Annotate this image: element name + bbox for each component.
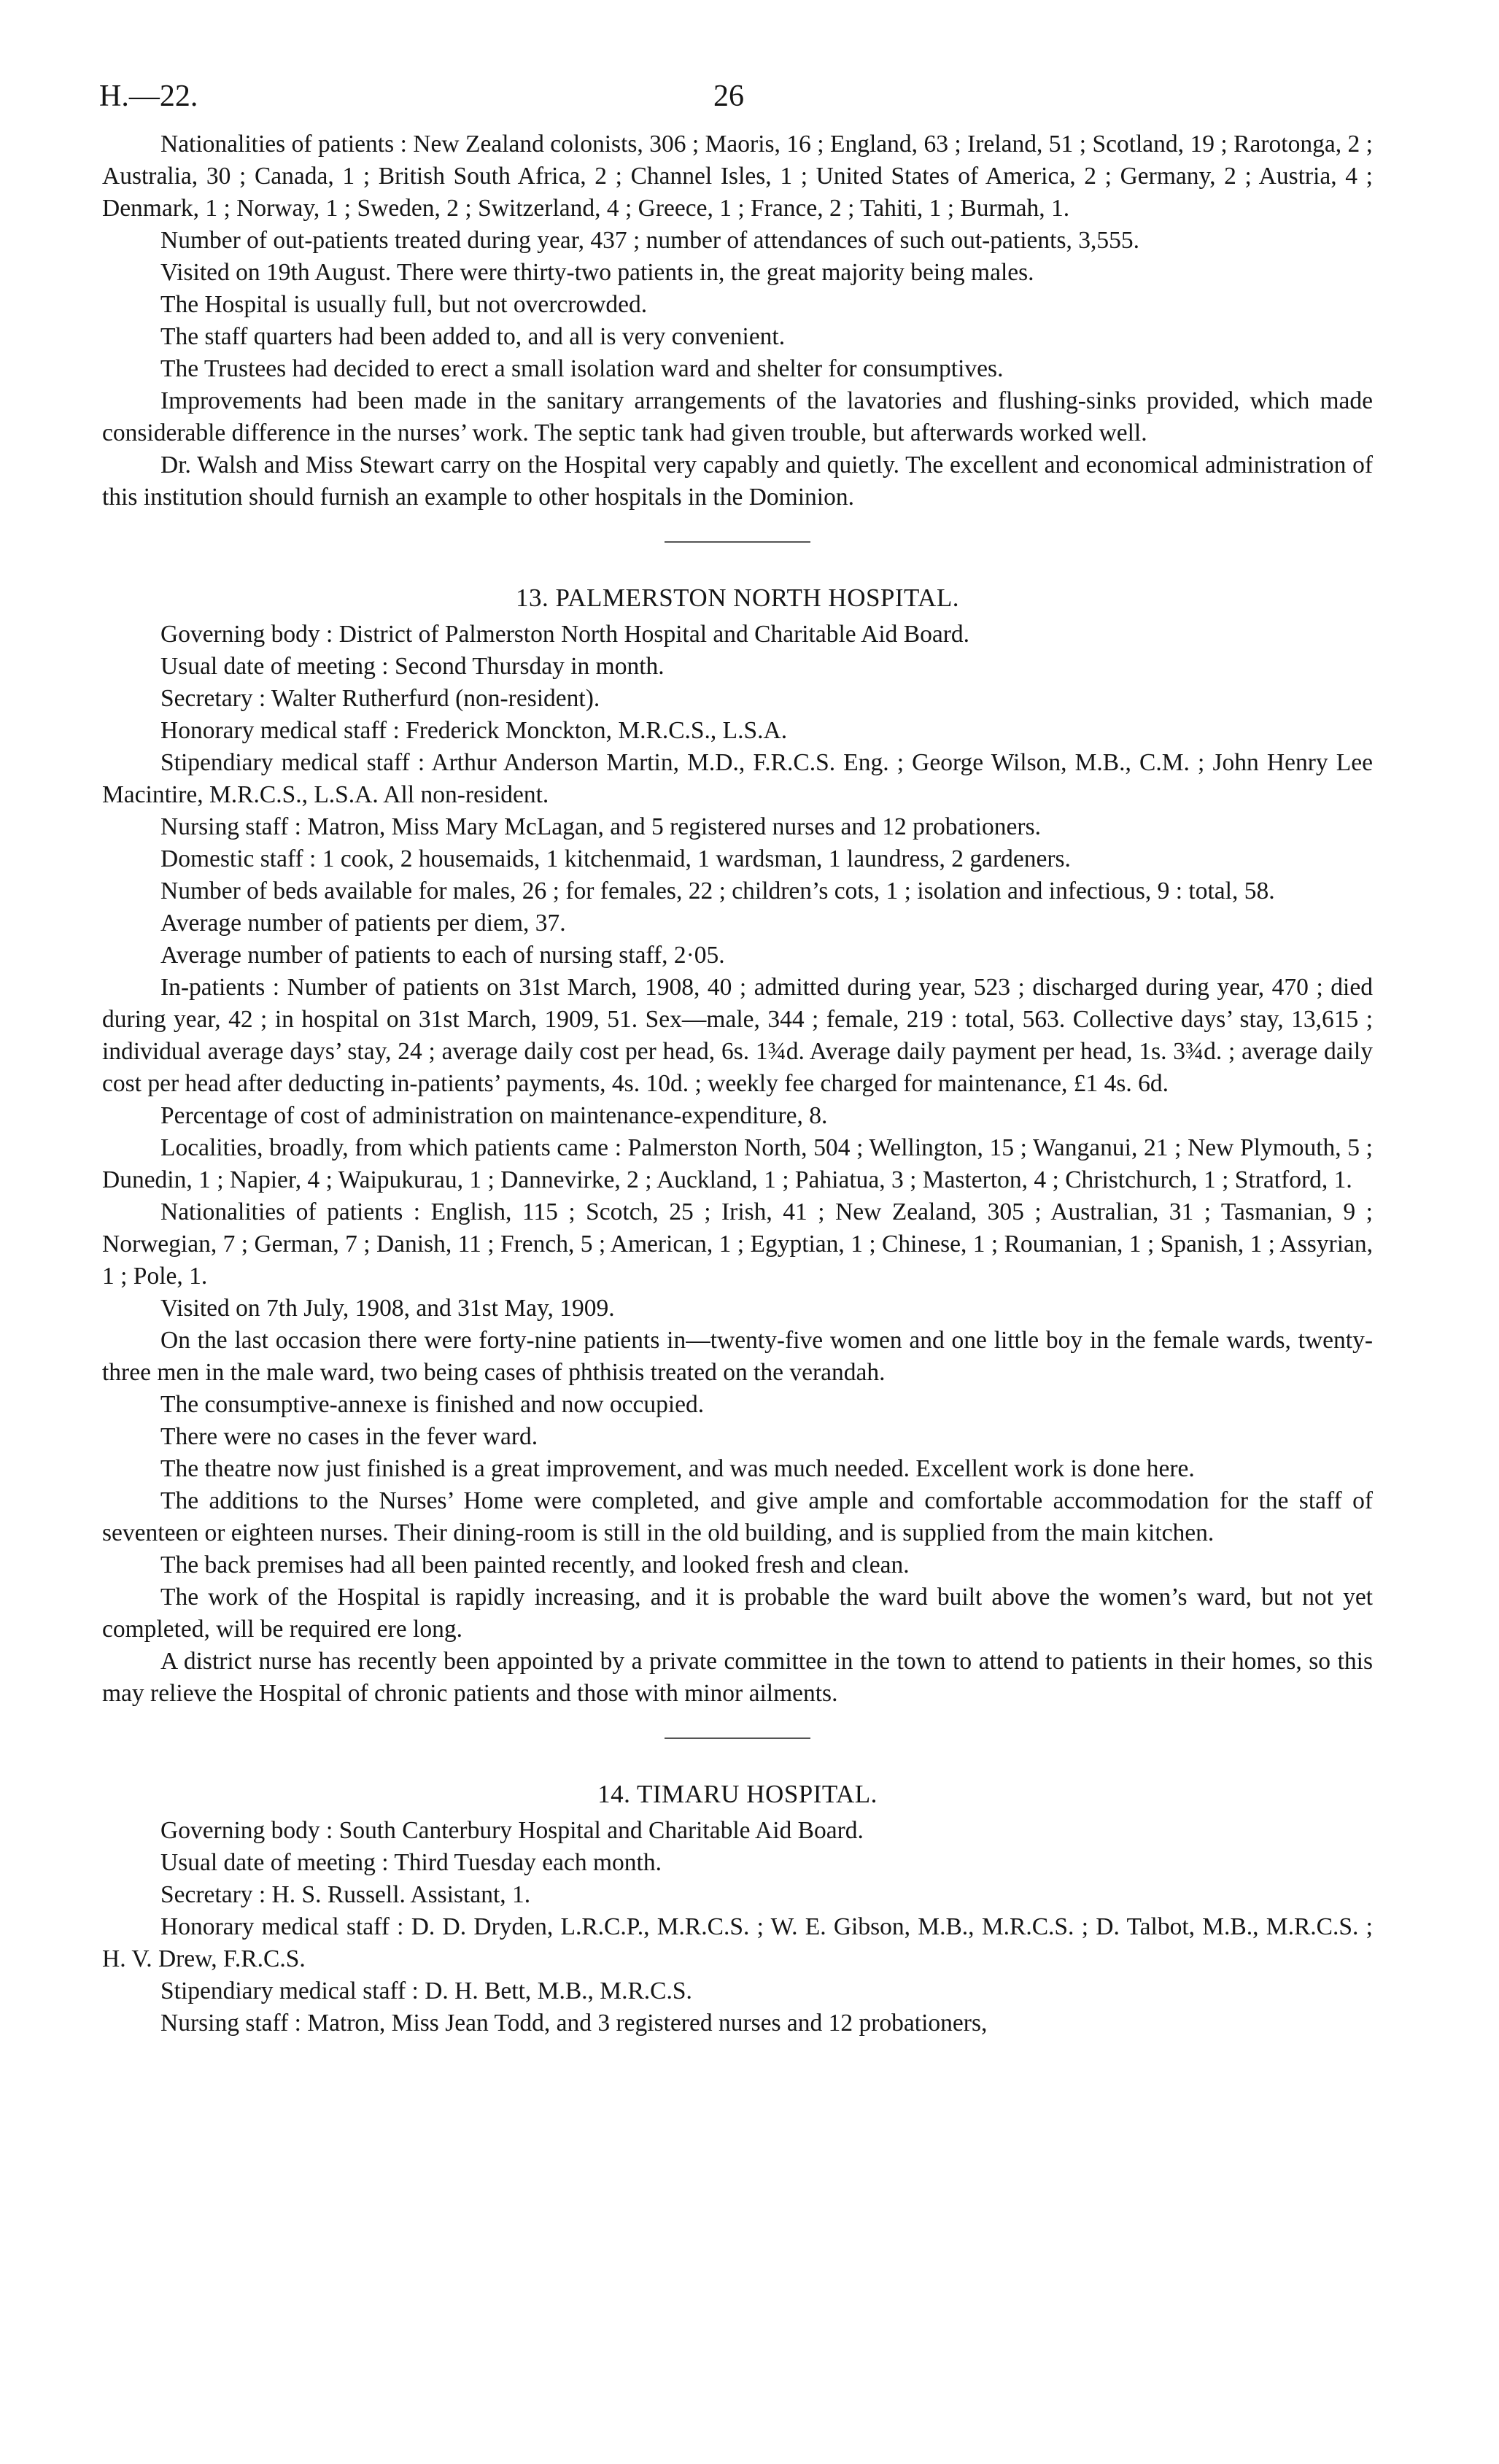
paragraph: Nationalities of patients : New Zealand colonists, 306 ; Maoris, 16 ; England, 63 ; Ireland, 51 ; Scotland, 19 ; Rarotonga, 2 ; Australia, 30 ; Canada, 1 ; British South Africa, 2 ; Channel Isles, 1 ; United States of America, 2 ; Germany, 2 ; Austria, 4 ; Denmark, 1 ; Norway, 1 ; Sweden, 2 ; Switzerland, 4 ; Greece, 1 ; France, 2 ; Tahiti, 1 ; Burmah, 1. bbox=[102, 131, 1373, 222]
section-divider bbox=[665, 541, 810, 543]
paragraph: Visited on 7th July, 1908, and 31st May, 1909. bbox=[160, 1295, 615, 1322]
paragraph: Localities, broadly, from which patients came : Palmerston North, 504 ; Wellington, 15 ; Wanganui, 21 ; New Plymouth, 5 ; Dunedin, 1 ; Napier, 4 ; Waipukurau, 1 ; Dannevirke, 2 ; Auckland, 1 ; Pahiatua, 3 ; Masterton, 4 ; Christchurch, 1 ; Stratford, 1. bbox=[102, 1134, 1373, 1193]
paragraph: The work of the Hospital is rapidly increasing, and it is probable the ward built above the women’s ward, but not yet completed, will be required ere long. bbox=[102, 1584, 1373, 1643]
paragraph: In-patients : Number of patients on 31st March, 1908, 40 ; admitted during year, 523 ; discharged during year, 470 ; died during year, 42 ; in hospital on 31st March, 1909, 51. Sex—male, 344 ; female, 219 : total, 563. Collective days’ stay, 13,615 ; individual average days’ stay, 24 ; average daily cost per head, 6s. 1¾d. Average daily payment per head, 1s. 3¾d. ; average daily cost per head after deducting in-patients’ payments, 4s. 10d. ; weekly fee charged for maintenance, £1 4s. 6d. bbox=[102, 974, 1373, 1097]
paragraph: The Hospital is usually full, but not overcrowded. bbox=[160, 291, 648, 318]
paragraph: Dr. Walsh and Miss Stewart carry on the Hospital very capably and quietly. The excellent and economical administration of this institution should furnish an example to other hospitals in the Dominion. bbox=[102, 452, 1373, 511]
paragraph: The staff quarters had been added to, and all is very convenient. bbox=[160, 323, 786, 350]
section-title: 14. TIMARU HOSPITAL. bbox=[597, 1780, 878, 1808]
paragraph: The consumptive-annexe is finished and now occupied. bbox=[160, 1391, 705, 1418]
paragraph: Nursing staff : Matron, Miss Jean Todd, and 3 registered nurses and 12 probationers, bbox=[160, 2010, 988, 2037]
page-body bbox=[102, 128, 1373, 2039]
paragraph: Usual date of meeting : Third Tuesday each month. bbox=[160, 1849, 662, 1876]
paragraph: Nursing staff : Matron, Miss Mary McLagan, and 5 registered nurses and 12 probationers. bbox=[160, 813, 1041, 840]
paragraph: Honorary medical staff : Frederick Monckton, M.R.C.S., L.S.A. bbox=[160, 717, 788, 744]
paragraph: Honorary medical staff : D. D. Dryden, L.R.C.P., M.R.C.S. ; W. E. Gibson, M.B., M.R.C.S. ; D. Talbot, M.B., M.R.C.S. ; H. V. Drew, F.R.C.S. bbox=[102, 1913, 1373, 1972]
page-header bbox=[99, 79, 1400, 123]
paragraph: Number of out-patients treated during year, 437 ; number of attendances of such out-patients, 3,555. bbox=[160, 227, 1139, 254]
paragraph: Domestic staff : 1 cook, 2 housemaids, 1 kitchenmaid, 1 wardsman, 1 laundress, 2 gardeners. bbox=[160, 845, 1071, 872]
page-number: 26 bbox=[713, 80, 744, 113]
paragraph: There were no cases in the fever ward. bbox=[160, 1423, 538, 1450]
paragraph: Percentage of cost of administration on maintenance-expenditure, 8. bbox=[160, 1102, 828, 1129]
report-reference: H.—22. bbox=[99, 80, 198, 113]
paragraph: Stipendiary medical staff : Arthur Anderson Martin, M.D., F.R.C.S. Eng. ; George Wilson, M.B., C.M. ; John Henry Lee Macintire, M.R.C.S., L.S.A. All non-resident. bbox=[102, 749, 1373, 808]
paragraph: The additions to the Nurses’ Home were completed, and give ample and comfortable accommodation for the staff of seventeen or eighteen nurses. Their dining-room is still in the old building, and is supplied from the main kitchen. bbox=[102, 1487, 1373, 1546]
paragraph: Usual date of meeting : Second Thursday in month. bbox=[160, 653, 665, 680]
paragraph: The back premises had all been painted recently, and looked fresh and clean. bbox=[160, 1551, 910, 1578]
paragraph: Secretary : Walter Rutherfurd (non-resident). bbox=[160, 685, 600, 712]
paragraph: Average number of patients per diem, 37. bbox=[160, 910, 566, 937]
paragraph: Secretary : H. S. Russell. Assistant, 1. bbox=[160, 1881, 531, 1908]
section-title: 13. PALMERSTON NORTH HOSPITAL. bbox=[515, 584, 960, 612]
paragraph: On the last occasion there were forty-nine patients in—twenty-five women and one little boy in the female wards, twenty-three men in the male ward, two being cases of phthisis treated on the verandah. bbox=[102, 1327, 1373, 1386]
paragraph: A district nurse has recently been appointed by a private committee in the town to attend to patients in their homes, so this may relieve the Hospital of chronic patients and those with minor ailments. bbox=[102, 1648, 1373, 1707]
paragraph: Stipendiary medical staff : D. H. Bett, M.B., M.R.C.S. bbox=[160, 1977, 692, 2004]
section-divider bbox=[665, 1737, 810, 1739]
paragraph: Average number of patients to each of nursing staff, 2·05. bbox=[160, 942, 725, 969]
paragraph: Nationalities of patients : English, 115 ; Scotch, 25 ; Irish, 41 ; New Zealand, 305 ; Australian, 31 ; Tasmanian, 9 ; Norwegian, 7 ; German, 7 ; Danish, 11 ; French, 5 ; American, 1 ; Egyptian, 1 ; Chinese, 1 ; Roumanian, 1 ; Spanish, 1 ; Assyrian, 1 ; Pole, 1. bbox=[102, 1198, 1373, 1290]
section-palmerston-north-hospital bbox=[102, 582, 1373, 1710]
paragraph: Visited on 19th August. There were thirty-two patients in, the great majority being males. bbox=[160, 259, 1034, 286]
paragraph: The theatre now just finished is a great improvement, and was much needed. Excellent work is done here. bbox=[160, 1455, 1195, 1482]
section-continued bbox=[102, 128, 1373, 514]
section-timaru-hospital bbox=[102, 1778, 1373, 2039]
paragraph: Improvements had been made in the sanitary arrangements of the lavatories and flushing-sinks provided, which made considerable difference in the nurses’ work. The septic tank had given trouble, but afterwards worked well. bbox=[102, 387, 1373, 446]
paragraph: Governing body : South Canterbury Hospital and Charitable Aid Board. bbox=[160, 1817, 864, 1844]
paragraph: Governing body : District of Palmerston North Hospital and Charitable Aid Board. bbox=[160, 621, 970, 648]
paragraph: The Trustees had decided to erect a small isolation ward and shelter for consumptives. bbox=[160, 355, 1004, 382]
paragraph: Number of beds available for males, 26 ; for females, 22 ; children’s cots, 1 ; isolation and infectious, 9 : total, 58. bbox=[160, 877, 1275, 904]
